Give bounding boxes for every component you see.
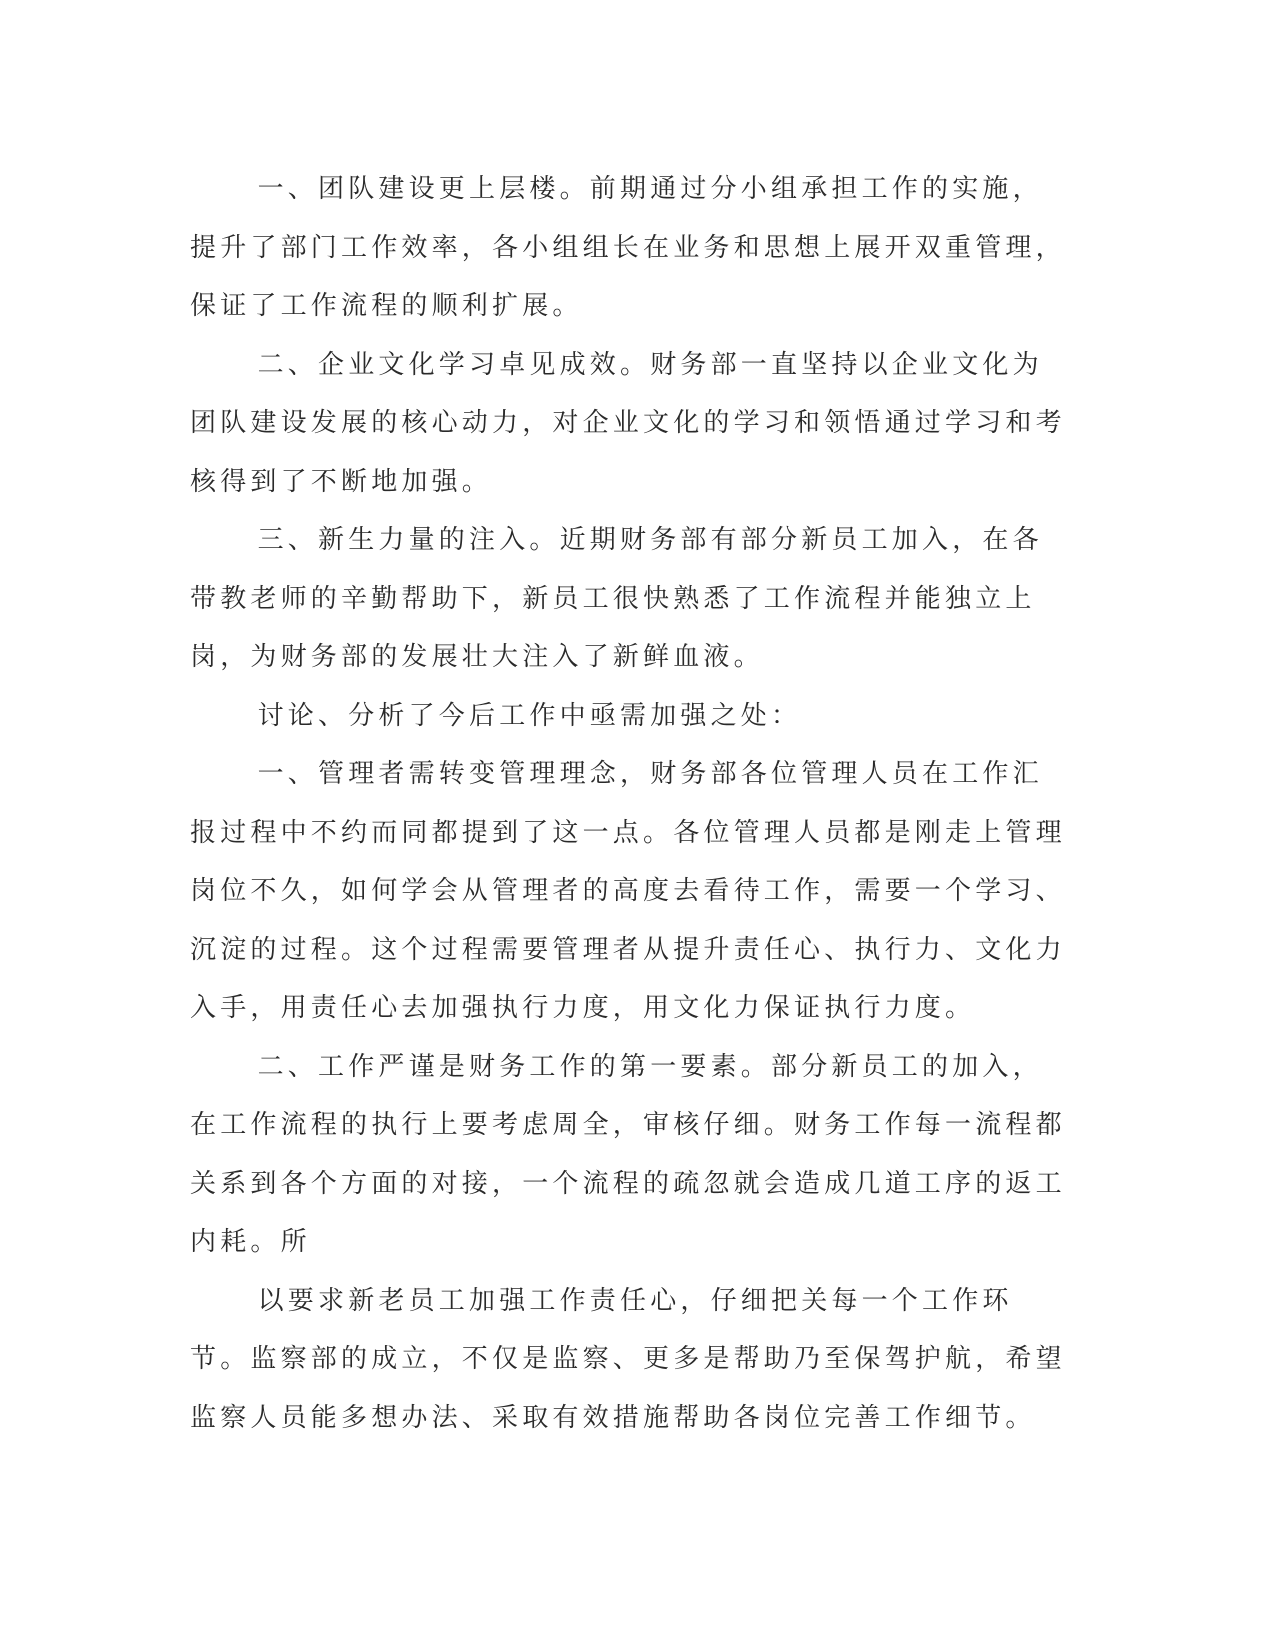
paragraph-management-concept: 一、管理者需转变管理理念，财务部各位管理人员在工作汇报过程中不约而同都提到了这一点。各位管理人员都是刚走上管理岗位不久，如何学会从管理者的高度去看待工作，需要一个学习、沉淀的过程。这个过程需要管理者从提升责任心、执行力、文化力入手，用责任心去加强执行力度，用文化力保证执行力度。	[190, 759, 1066, 1023]
paragraph-rigorous-work: 二、工作严谨是财务工作的第一要素。部分新员工的加入，在工作流程的执行上要考虑周全，审核仔细。财务工作每一流程都关系到各个方面的对接，一个流程的疏忽就会造成几道工序的返工内耗。所	[190, 1051, 1066, 1257]
paragraph-responsibility-supervision: 以要求新老员工加强工作责任心，仔细把关每一个工作环节。监察部的成立，不仅是监察、更多是帮助乃至保驾护航，希望监察人员能多想办法、采取有效措施帮助各岗位完善工作细节。	[190, 1285, 1066, 1433]
paragraph-corporate-culture: 二、企业文化学习卓见成效。财务部一直坚持以企业文化为团队建设发展的核心动力，对企业文化的学习和领悟通过学习和考核得到了不断地加强。	[190, 349, 1066, 497]
document-body	[190, 160, 1070, 1447]
paragraph-team-building: 一、团队建设更上层楼。前期通过分小组承担工作的实施，提升了部门工作效率，各小组组长在业务和思想上展开双重管理，保证了工作流程的顺利扩展。	[190, 174, 1066, 321]
paragraph-discussion-heading: 讨论、分析了今后工作中亟需加强之处：	[257, 700, 802, 731]
paragraph-new-staff: 三、新生力量的注入。近期财务部有部分新员工加入，在各带教老师的辛勤帮助下，新员工很快熟悉了工作流程并能独立上岗，为财务部的发展壮大注入了新鲜血液。	[190, 525, 1043, 672]
